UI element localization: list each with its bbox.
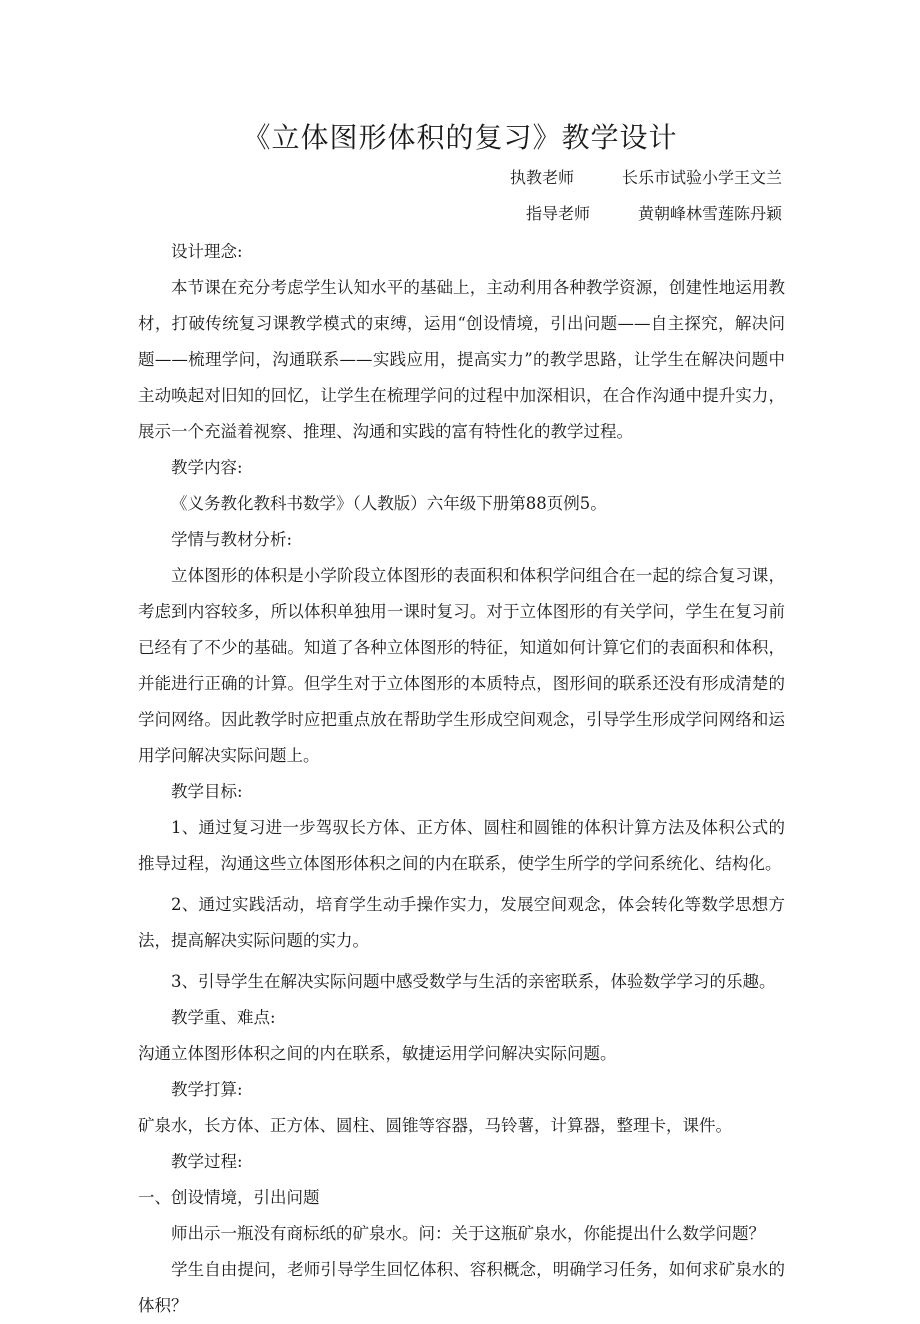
paragraph-teaching-content: 《义务教化教科书数学》（人教版）六年级下册第88页例5。 — [171, 494, 607, 513]
advisor-label: 指导老师 — [525, 204, 590, 223]
section-heading-teaching-content: 教学内容: — [171, 458, 243, 477]
paragraph-process-2: 学生自由提问，老师引导学生回忆体积、容积概念，明确学习任务，如何求矿泉水的体积？ — [138, 1260, 785, 1315]
section-heading-design-concept: 设计理念: — [171, 242, 243, 261]
objective-item-2: 2、通过实践活动，培育学生动手操作实力，发展空间观念，体会转化等数学思想方法，提高解决实际问题的实力。 — [138, 895, 785, 950]
teacher-label: 执教老师 — [509, 168, 574, 187]
section-heading-analysis: 学情与教材分析: — [171, 530, 293, 549]
paragraph-design-concept: 本节课在充分考虑学生认知水平的基础上，主动利用各种教学资源，创建性地运用教材，打破传统复习课教学模式的束缚，运用“创设情境，引出问题——自主探究，解决问题——梳理学问，沟通联系——实践应用，提高实力”的教学思路，让学生在解决问题中主动唤起对旧知的回忆，让学生在梳理学问的过程中加深相识，在合作沟通中提升实力，展示一个充溢着视察、推理、沟通和实践的富有特性化的教学过程。 — [138, 278, 785, 441]
document-title: 《立体图形体积的复习》教学设计 — [242, 121, 678, 154]
teacher-line — [510, 166, 782, 190]
paragraph-preparation: 矿泉水，长方体、正方体、圆柱、圆锥等容器，马铃薯，计算器，整理卡，课件。 — [138, 1116, 732, 1135]
section-heading-key-points: 教学重、难点: — [171, 1008, 276, 1027]
paragraph-key-points: 沟通立体图形体积之间的内在联系，敏捷运用学问解决实际问题。 — [138, 1044, 617, 1063]
section-heading-preparation: 教学打算: — [171, 1080, 243, 1099]
section-heading-objectives: 教学目标: — [171, 782, 243, 801]
paragraph-process-1: 师出示一瓶没有商标纸的矿泉水。问：关于这瓶矿泉水，你能提出什么数学问题？ — [171, 1224, 765, 1243]
process-step-heading-1: 一、创设情境，引出问题 — [138, 1188, 320, 1207]
advisor-line — [526, 202, 782, 226]
teacher-value: 长乐市试验小学王文兰 — [621, 168, 782, 187]
objective-item-3: 3、引导学生在解决实际问题中感受数学与生活的亲密联系，体验数学学习的乐趣。 — [171, 972, 776, 991]
paragraph-analysis: 立体图形的体积是小学阶段立体图形的表面积和体积学问组合在一起的综合复习课，考虑到内容较多，所以体积单独用一课时复习。对于立体图形的有关学问，学生在复习前已经有了不少的基础。知道了各种立体图形的特征，知道如何计算它们的表面积和体积，并能进行正确的计算。但学生对于立体图形的本质特点，图形间的联系还没有形成清楚的学问网络。因此教学时应把重点放在帮助学生形成空间观念，引导学生形成学问网络和运用学问解决实际问题上。 — [138, 566, 785, 765]
advisor-value: 黄朝峰林雪莲陈丹颖 — [637, 204, 782, 223]
section-heading-process: 教学过程: — [171, 1152, 243, 1171]
objective-item-1: 1、通过复习进一步驾驭长方体、正方体、圆柱和圆锥的体积计算方法及体积公式的推导过程，沟通这些立体图形体积之间的内在联系，使学生所学的学问系统化、结构化。 — [138, 818, 785, 873]
document-body — [138, 234, 785, 1324]
